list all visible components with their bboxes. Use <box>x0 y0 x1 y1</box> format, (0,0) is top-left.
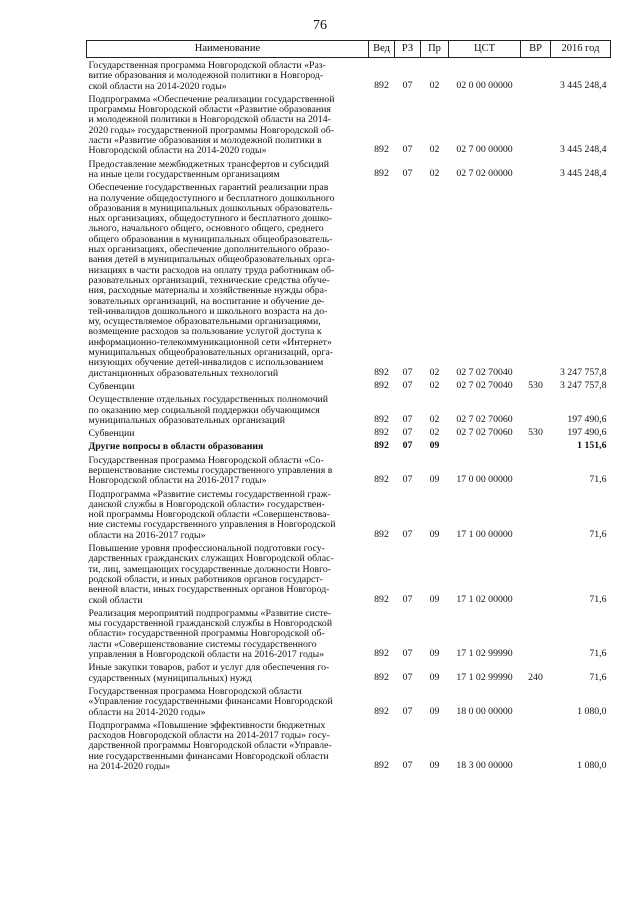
row-cst <box>449 439 521 452</box>
row-cst: 02 7 02 00000 <box>456 167 513 179</box>
row-vr <box>521 453 551 487</box>
row-vr: 530 <box>528 379 543 391</box>
table-row <box>87 58 611 92</box>
table-row <box>87 487 611 541</box>
row-cst: 17 1 00 00000 <box>456 528 513 540</box>
row-name: Субвенции <box>88 380 135 392</box>
row-rz: 07 <box>402 705 413 717</box>
table-row <box>87 392 611 426</box>
row-name: Другие вопросы в области образования <box>88 441 264 453</box>
row-pr: 09 <box>429 671 440 683</box>
table-header-row <box>87 41 611 58</box>
row-amount: 1 080,0 <box>577 760 607 771</box>
row-ved: 892 <box>374 648 389 660</box>
table-row <box>87 439 611 452</box>
row-amount: 3 445 248,4 <box>559 79 607 91</box>
row-name: Повышение уровня профессиональной подготовки госу- дарственных гражданских служащих Новгородской облас- ти, лиц, замещающих государственные должности Новго- родской области, и иных работников органов государст- венной власти, иных государственных органов Новгород- ской области <box>88 543 334 606</box>
row-rz: 07 <box>402 474 413 486</box>
row-rz: 07 <box>402 760 413 771</box>
row-cst: 17 1 02 00000 <box>456 593 513 605</box>
row-ved: 892 <box>374 528 389 540</box>
header-rz: РЗ <box>395 41 421 58</box>
row-amount: 197 490,6 <box>567 413 607 425</box>
row-cst: 02 7 00 00000 <box>456 144 513 156</box>
table-row <box>87 453 611 487</box>
row-amount: 71,6 <box>589 671 607 683</box>
row-name: Предоставление межбюджетных трансфертов и субсидий на иные цели государственным организациям <box>88 158 330 180</box>
row-amount: 3 445 248,4 <box>559 167 607 179</box>
row-cst: 17 1 02 99990 <box>456 671 513 683</box>
row-ved: 892 <box>374 379 389 391</box>
row-cst: 18 3 00 00000 <box>456 760 513 771</box>
row-rz: 07 <box>402 528 413 540</box>
row-vr <box>521 718 551 772</box>
row-name: Подпрограмма «Развитие системы государственной граж- данской службы в Новгородской области» государствен- ной программы Новгородской области «Совершенствова- ние системы государственного управления в Новгородской области на 2016-2017 годы» <box>88 488 336 541</box>
row-ved: 892 <box>374 79 389 91</box>
row-rz: 07 <box>402 440 413 452</box>
row-pr: 09 <box>429 474 440 486</box>
row-cst: 02 7 02 70060 <box>456 413 513 425</box>
row-ved: 892 <box>374 167 389 179</box>
row-pr: 02 <box>429 427 440 439</box>
row-cst: 17 0 00 00000 <box>456 474 513 486</box>
table-body <box>87 58 611 773</box>
header-ved: Вед <box>369 41 395 58</box>
row-pr: 09 <box>429 648 440 660</box>
table-row <box>87 92 611 157</box>
row-amount: 1 151,6 <box>577 440 607 452</box>
row-amount: 71,6 <box>589 593 607 605</box>
row-amount: 3 445 248,4 <box>559 144 607 156</box>
row-name: Осуществление отдельных государственных полномочий по оказанию мер социальной поддержки обучающимся муниципальных образовательных организаций <box>88 394 328 426</box>
row-pr: 09 <box>429 593 440 605</box>
row-rz: 07 <box>402 366 413 378</box>
row-vr <box>521 92 551 157</box>
row-vr <box>521 541 551 606</box>
row-cst: 18 0 00 00000 <box>456 705 513 717</box>
row-vr <box>521 157 551 181</box>
row-pr: 09 <box>429 705 440 717</box>
row-amount: 71,6 <box>589 474 607 486</box>
row-rz: 07 <box>402 427 413 439</box>
row-pr: 09 <box>429 528 440 540</box>
row-ved: 892 <box>374 593 389 605</box>
row-name: Государственная программа Новгородской области «Со- вершенствование системы государственного управления в Новгородской области на 2016-2017 годы» <box>88 454 333 487</box>
row-amount: 197 490,6 <box>567 427 607 439</box>
row-vr <box>521 684 551 718</box>
row-ved: 892 <box>374 427 389 439</box>
row-rz: 07 <box>402 79 413 91</box>
row-ved: 892 <box>374 366 389 378</box>
table-row <box>87 379 611 392</box>
row-vr <box>521 392 551 426</box>
row-cst: 02 0 00 00000 <box>456 79 513 91</box>
row-ved: 892 <box>374 440 389 452</box>
row-pr: 09 <box>429 440 440 452</box>
row-amount: 3 247 757,8 <box>559 379 607 391</box>
row-pr: 09 <box>429 760 440 771</box>
row-pr: 02 <box>429 413 440 425</box>
row-rz: 07 <box>402 413 413 425</box>
row-vr <box>521 606 551 660</box>
row-ved: 892 <box>374 760 389 771</box>
table-row <box>87 157 611 181</box>
row-rz: 07 <box>402 379 413 391</box>
row-name: Обеспечение государственных гарантий реализации прав на получение общедоступного и бесплатного дошкольного образования в муниципальных дошкольных образователь- ных организациях, общедоступного и бесплатного дошко- льного, начального общего, основного общего, среднего общего образования в муниципальных общеобразователь- ных организациях, обеспечение дополнительного образо- вания детей в муниципальных общеобразовательных орга- низациях в части расходов на оплату труда работникам об- разовательных организаций, технические средства обуче- ния, расходные материалы и хозяйственные нужды обра- зовательных организаций, на воспитание и обучение де- тей-инвалидов дошкольного и школьного возраста на до- му, осуществляемое образовательными организациями, возмещение расходов за пользование услугой доступа к информационно-телекоммуникационной сети «Интернет» муниципальных общеобразовательных организаций, орга- низующих обучение детей-инвалидов с использованием дистанционных образовательных технологий <box>88 182 335 379</box>
row-cst: 02 7 02 70040 <box>456 366 513 378</box>
header-pr: Пр <box>421 41 449 58</box>
table-row <box>87 660 611 684</box>
row-amount: 3 247 757,8 <box>559 366 607 378</box>
row-cst: 17 1 02 99990 <box>456 648 513 660</box>
row-vr <box>521 180 551 379</box>
header-name: Наименование <box>87 41 369 58</box>
row-ved: 892 <box>374 474 389 486</box>
row-amount: 71,6 <box>589 648 607 660</box>
row-name: Подпрограмма «Обеспечение реализации государственной программы Новгородской области «Развитие образования и молодежной политики в Новгородской области на 2014- 2020 годы» государственной программы Новгородской об- ласти «Развитие образования и молодежной политики в Новгородской области на 2014-2020 годы» <box>88 93 335 157</box>
row-cst: 02 7 02 70040 <box>456 379 513 391</box>
row-ved: 892 <box>374 671 389 683</box>
row-rz: 07 <box>402 671 413 683</box>
row-rz: 07 <box>402 167 413 179</box>
row-name: Реализация мероприятий подпрограммы «Развитие систе- мы государственной гражданской службы в Новгородской области» государственной программы Новгородской об- ласти «Совершенствование системы государственного управления в Новгородской области на 2016-2017 годы» <box>88 607 333 661</box>
row-vr <box>521 487 551 541</box>
row-name: Государственная программа Новгородской области «Раз- витие образования и молодежной политики в Новгород- ской области на 2014-2020 годы» <box>88 60 326 92</box>
budget-table <box>86 40 611 772</box>
row-vr <box>521 439 551 452</box>
row-name: Государственная программа Новгородской области «Управление государственными финансами Новгородской области на 2014-2020 годы» <box>88 685 333 718</box>
row-ved: 892 <box>374 144 389 156</box>
row-ved: 892 <box>374 413 389 425</box>
row-name: Иные закупки товаров, работ и услуг для обеспечения го- сударственных (муниципальных) нужд <box>88 662 330 684</box>
table-row <box>87 718 611 772</box>
row-vr: 240 <box>528 671 543 683</box>
row-vr <box>521 58 551 92</box>
table-row <box>87 541 611 606</box>
row-vr: 530 <box>528 427 543 439</box>
row-rz: 07 <box>402 144 413 156</box>
row-cst: 02 7 02 70060 <box>456 427 513 439</box>
row-name: Подпрограмма «Повышение эффективности бюджетных расходов Новгородской области на 2014-2017 годы» госу- дарственной программы Новгородской области «Управле- ние государственными финансами Новгородской области на 2014-2020 годы» <box>88 719 332 772</box>
table-row <box>87 180 611 379</box>
row-rz: 07 <box>402 648 413 660</box>
row-pr: 02 <box>429 79 440 91</box>
row-ved: 892 <box>374 705 389 717</box>
row-pr: 02 <box>429 366 440 378</box>
row-pr: 02 <box>429 379 440 391</box>
header-year: 2016 год <box>551 41 611 58</box>
table-row <box>87 606 611 660</box>
row-amount: 71,6 <box>589 528 607 540</box>
header-vr: ВР <box>521 41 551 58</box>
table-row <box>87 684 611 718</box>
row-pr: 02 <box>429 167 440 179</box>
row-rz: 07 <box>402 593 413 605</box>
page-number: 76 <box>313 18 327 33</box>
table-row <box>87 426 611 439</box>
row-name: Субвенции <box>88 428 135 440</box>
row-amount: 1 080,0 <box>577 705 607 717</box>
row-pr: 02 <box>429 144 440 156</box>
header-cst: ЦСТ <box>449 41 521 58</box>
